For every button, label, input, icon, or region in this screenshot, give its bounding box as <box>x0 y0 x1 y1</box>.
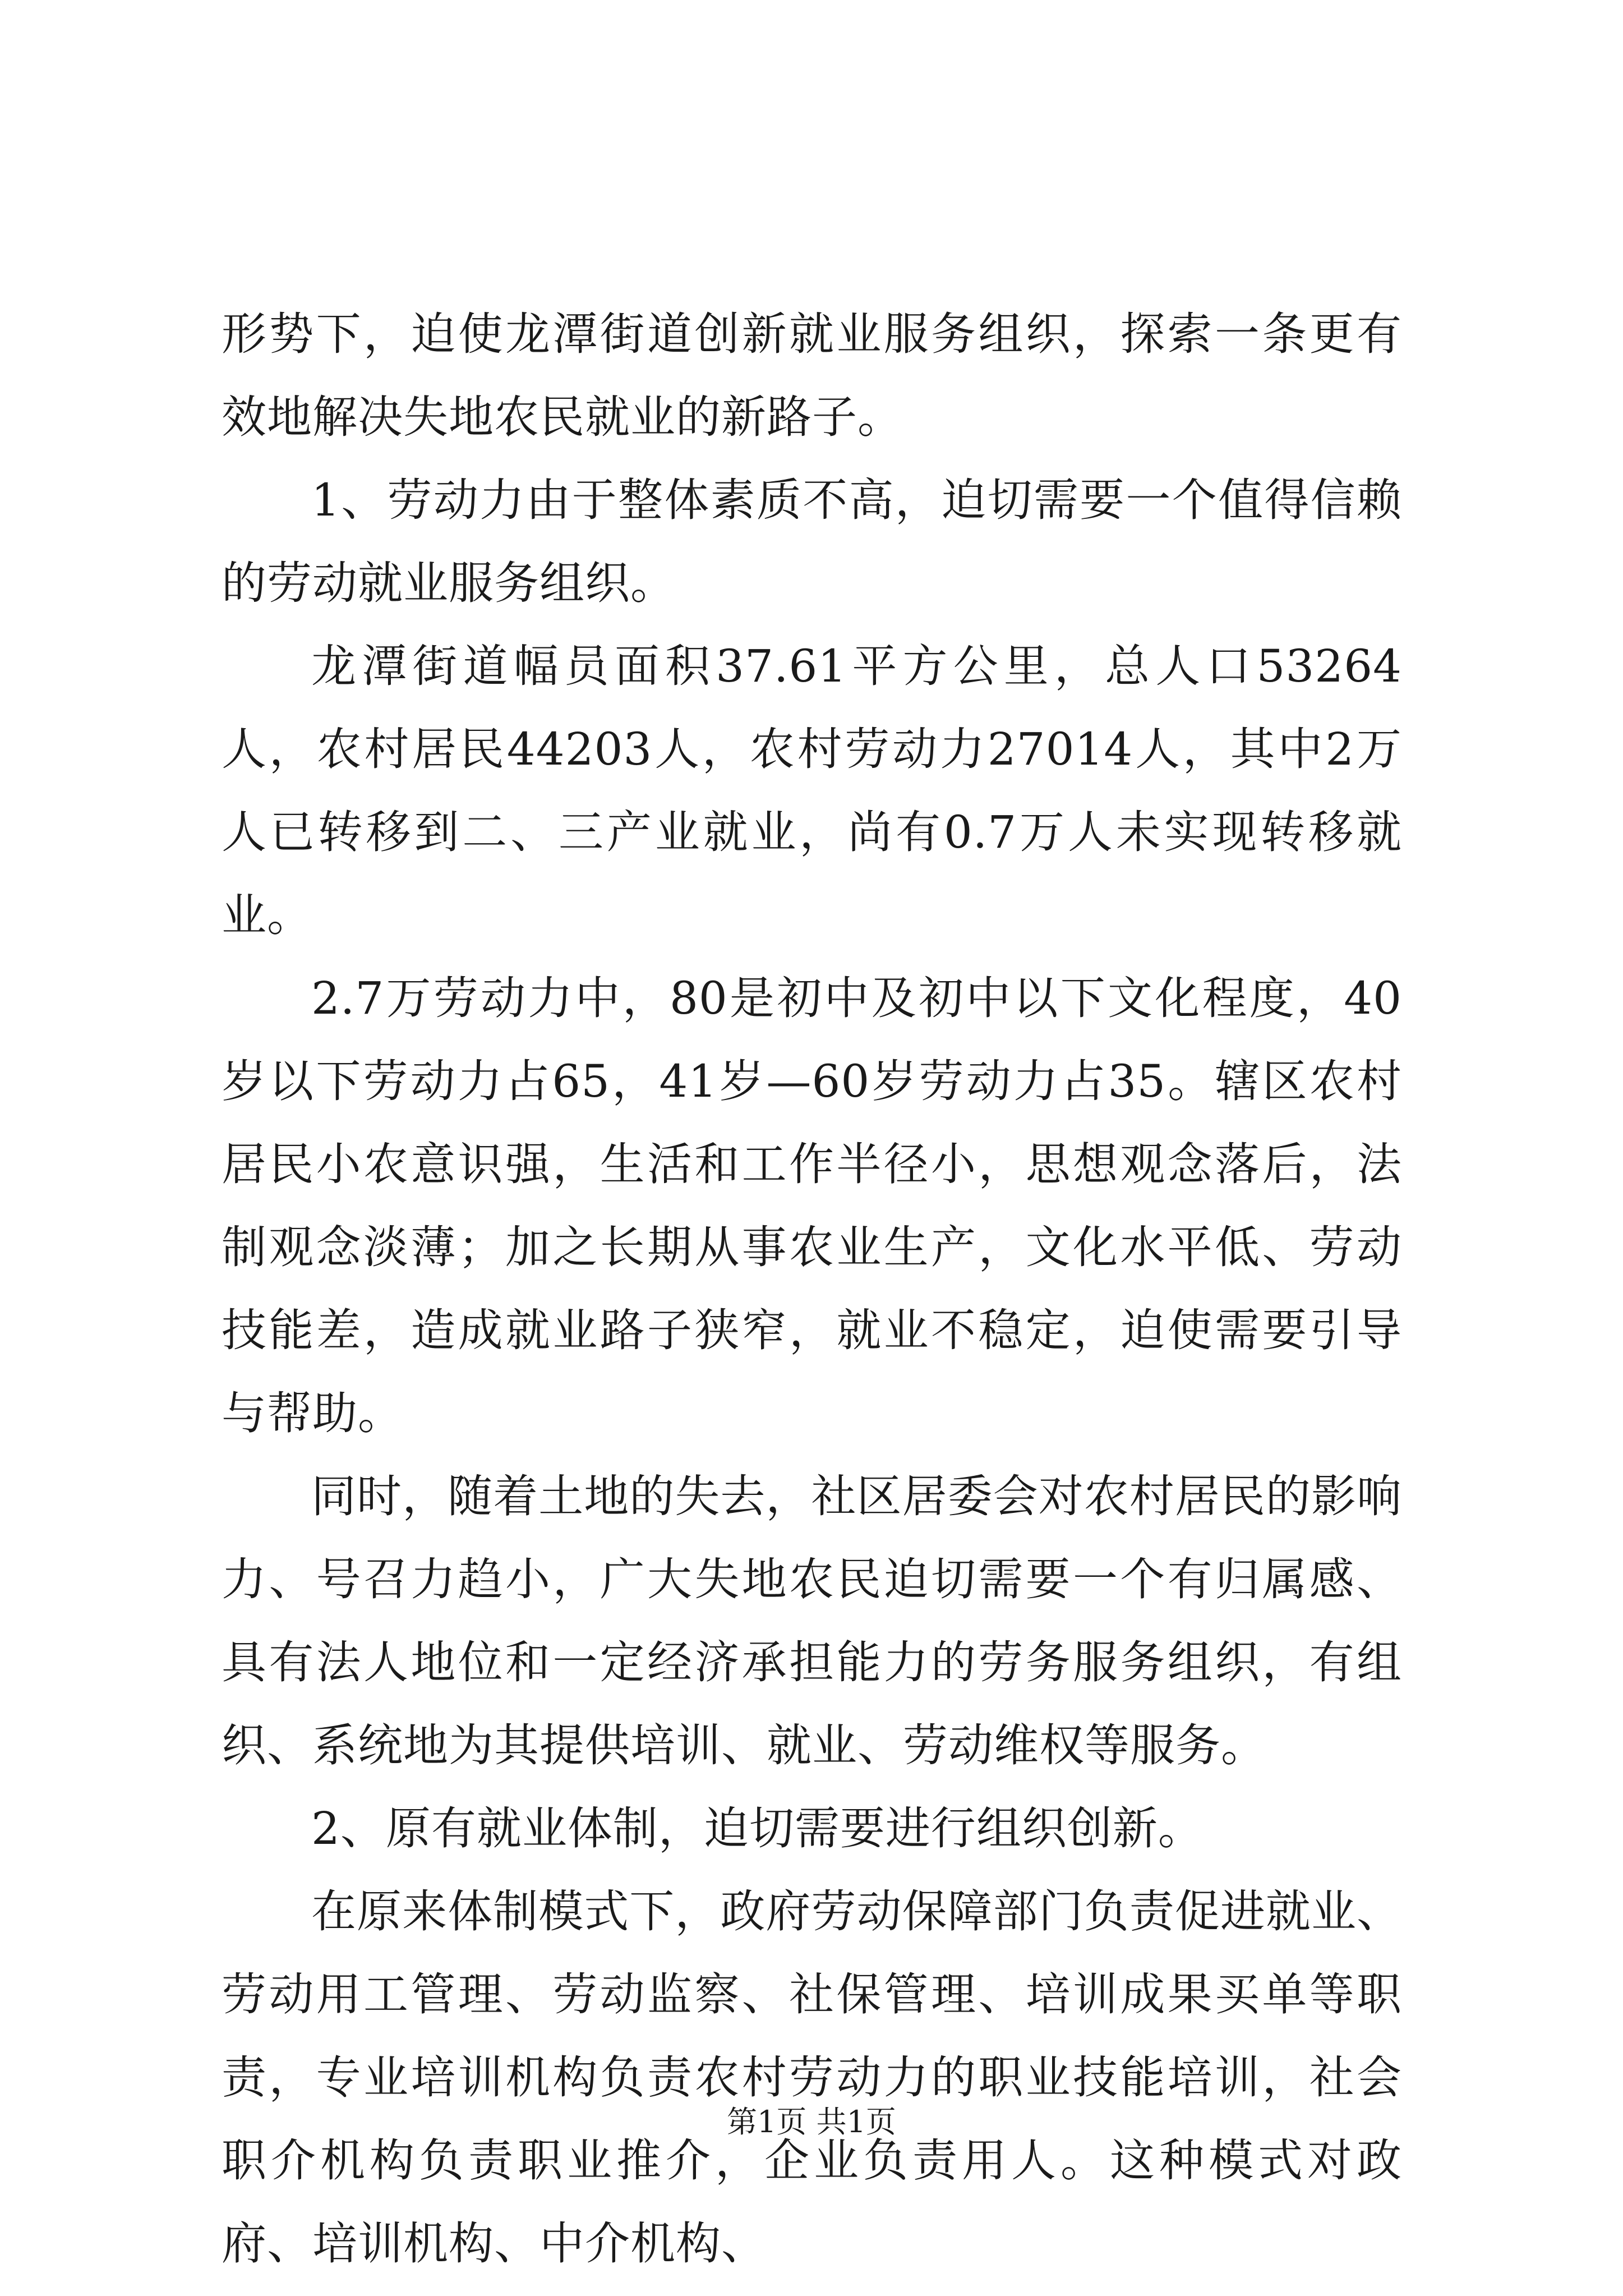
paragraph-continuation: 形势下，迫使龙潭街道创新就业服务组织，探索一条更有效地解决失地农民就业的新路子。 <box>222 308 1402 443</box>
paragraph-labor-education: 2.7万劳动力中，80是初中及初中以下文化程度，40岁以下劳动力占65，41岁—60岁劳动力占35。辖区农村居民小农意识强，生活和工作半径小，思想观念落后，法制观念淡薄；加之长期从事农业生产，文化水平低、劳动技能差，造成就业路子狭窄，就业不稳定，迫使需要引导与帮助。 <box>222 972 1402 1439</box>
paragraph-original-system: 在原来体制模式下，政府劳动保障部门负责促进就业、劳动用工管理、劳动监察、社保管理、培训成果买单等职责，专业培训机构负责农村劳动力的职业技能培训，社会职介机构负责职业推介，企业负责用人。这种模式对政府、培训机构、中介机构、 <box>222 1885 1402 2270</box>
document-body <box>222 293 1402 2285</box>
page-footer: 第1页 共1页 <box>727 2104 896 2139</box>
paragraph-heading-1: 1、劳动力由于整体素质不高，迫切需要一个值得信赖的劳动就业服务组织。 <box>222 474 1402 609</box>
paragraph-heading-2: 2、原有就业体制，迫切需要进行组织创新。 <box>311 1802 1204 1855</box>
paragraph-population-stats: 龙潭街道幅员面积37.61平方公里，总人口53264人，农村居民44203人，农村劳动力27014人，其中2万人已转移到二、三产业就业，尚有0.7万人未实现转移就业。 <box>222 640 1402 941</box>
paragraph-land-loss: 同时，随着土地的失去，社区居委会对农村居民的影响力、号召力趋小，广大失地农民迫切需要一个有归属感、具有法人地位和一定经济承担能力的劳务服务组织，有组织、系统地为其提供培训、就业、劳动维权等服务。 <box>222 1470 1402 1772</box>
